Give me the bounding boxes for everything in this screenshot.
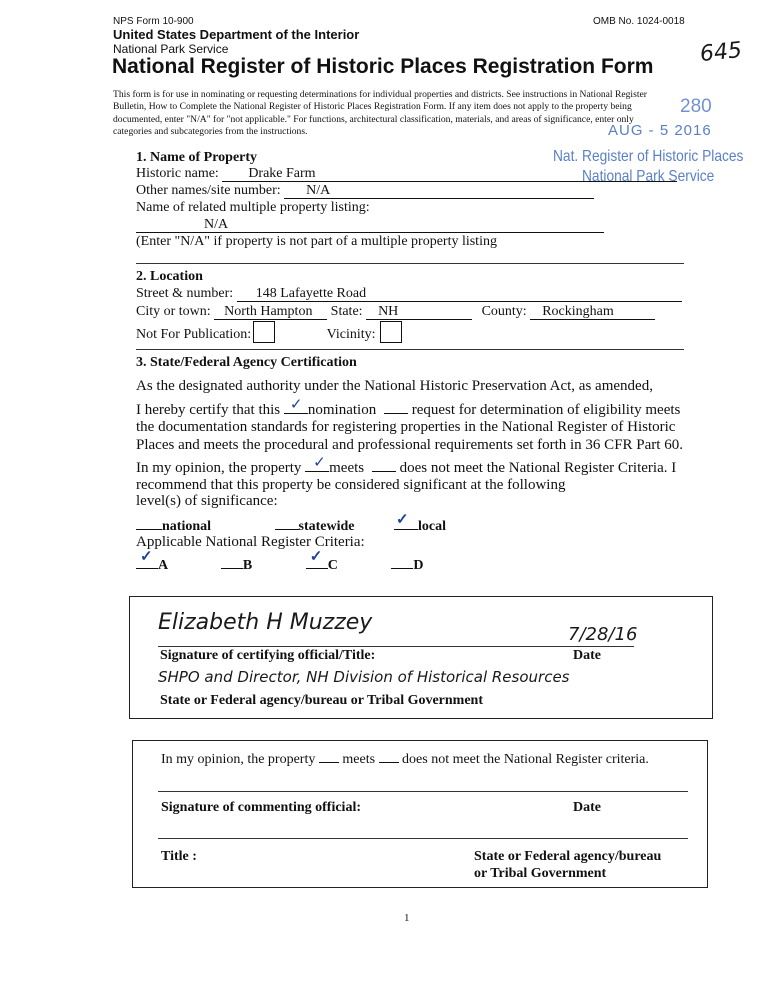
- comment-signature-label: Signature of commenting official:: [161, 800, 361, 815]
- criterion-b: B: [242, 558, 253, 573]
- historic-name-label: Historic name:: [136, 166, 219, 181]
- city-row: [136, 304, 655, 320]
- street-value: 148 Lafayette Road: [237, 286, 682, 302]
- other-names-row: [136, 183, 594, 199]
- significance-levels: national statewide ✓ local: [136, 517, 446, 535]
- criterion-c-check[interactable]: ✓: [309, 549, 323, 565]
- certifying-date-value: 7/28/16: [568, 624, 638, 645]
- criterion-d-blank[interactable]: [391, 556, 413, 569]
- comment-signature-line: [158, 791, 688, 792]
- comment-date-label: Date: [573, 800, 601, 815]
- county-value: Rockingham: [530, 304, 655, 320]
- comment-opinion-line: In my opinion, the property meets does not meet the National Register criteria.: [161, 752, 649, 767]
- certify-line-3: Places and meets the procedural and professional requirements set forth in 36 CFR Part 60.: [136, 437, 683, 453]
- comment-not-meet-blank[interactable]: [379, 750, 399, 763]
- service-name: National Park Service: [113, 42, 229, 56]
- level-line: level(s) of significance:: [136, 493, 278, 509]
- certify-line-2: the documentation standards for registering properties in the National Register of Historic: [136, 419, 676, 435]
- comment-meets-blank[interactable]: [319, 750, 339, 763]
- street-label: Street & number:: [136, 286, 234, 301]
- city-label: City or town:: [136, 304, 211, 319]
- criterion-a: A: [158, 558, 168, 573]
- stamp-number: 280: [680, 96, 712, 117]
- criterion-c: C: [327, 558, 338, 573]
- state-value: NH: [366, 304, 472, 320]
- does-not-meet-blank[interactable]: [372, 459, 396, 472]
- county-label: County:: [481, 304, 527, 319]
- meets-check[interactable]: ✓: [313, 455, 326, 471]
- related-listing-row: [136, 217, 604, 233]
- criterion-d: D: [413, 558, 424, 573]
- agency-value: SHPO and Director, NH Division of Historical Resources: [158, 668, 570, 686]
- comment-agency-label-2: or Tribal Government: [474, 866, 607, 881]
- page-number: 1: [404, 912, 410, 924]
- stamp-register: Nat. Register of Historic Places: [553, 148, 744, 165]
- department-name: United States Department of the Interior: [113, 27, 360, 42]
- criteria-label: Applicable National Register Criteria:: [136, 534, 365, 550]
- signature-official-label: Signature of certifying official/Title:: [160, 648, 376, 663]
- comment-agency-label-1: State or Federal agency/bureau: [474, 849, 662, 864]
- intro-text: This form is for use in nominating or requesting determinations for individual properties and districts. See instructions in National Register Bulletin, How to Complete the National Register of Historic Places Registration Form. If any item does not apply to the property being documented, enter "N/A" for "not applicable." For functions, architectural classification, materials, and areas of significance, enter only categories and subcategories from the instructions.: [113, 89, 647, 137]
- other-names-label: Other names/site number:: [136, 183, 281, 198]
- related-listing-value: N/A: [136, 217, 604, 233]
- request-blank[interactable]: [384, 401, 408, 414]
- stamp-park-service: National Park Service: [582, 168, 715, 185]
- comment-title-label: Title :: [161, 849, 197, 864]
- publication-row: [136, 321, 402, 343]
- authority-text: As the designated authority under the National Historic Preservation Act, as amended,: [136, 378, 653, 394]
- criteria-row: [136, 549, 424, 574]
- section3-heading: 3. State/Federal Agency Certification: [136, 355, 357, 370]
- section2-heading: 2. Location: [136, 269, 203, 284]
- street-row: [136, 286, 682, 302]
- recommend-line: recommend that this property be considered significant at the following: [136, 477, 566, 493]
- historic-name-row: [136, 166, 677, 182]
- section-divider: [136, 263, 684, 264]
- publication-label: Not For Publication:: [136, 327, 252, 342]
- statewide-blank[interactable]: [275, 517, 299, 530]
- certifying-date-label: Date: [573, 648, 601, 663]
- opinion-line: In my opinion, the property ✓ meets does not meet the National Register Criteria. I: [136, 455, 677, 476]
- signature-line: [158, 646, 634, 647]
- agency-label: State or Federal agency/bureau or Tribal Government: [160, 693, 484, 708]
- national-blank[interactable]: [136, 517, 162, 530]
- other-names-value: N/A: [284, 183, 594, 199]
- stamp-date: AUG - 5 2016: [608, 122, 712, 139]
- vicinity-checkbox[interactable]: [380, 321, 402, 343]
- section1-heading: 1. Name of Property: [136, 150, 258, 165]
- nomination-check[interactable]: ✓: [289, 397, 303, 413]
- certify-line-1: I hereby certify that this ✓ nomination request for determination of eligibility meets: [136, 397, 681, 418]
- section-divider: [136, 349, 684, 350]
- form-title: National Register of Historic Places Registration Form: [112, 55, 654, 78]
- certifying-signature: Elizabeth H Muzzey: [158, 610, 373, 635]
- comment-title-line: [158, 838, 688, 839]
- city-value: North Hampton: [214, 304, 327, 320]
- publication-checkbox[interactable]: [253, 321, 275, 343]
- form-number: NPS Form 10-900: [113, 16, 194, 27]
- vicinity-label: Vicinity:: [326, 327, 376, 342]
- historic-name-value: Drake Farm: [222, 166, 677, 182]
- related-listing-note: (Enter "N/A" if property is not part of a multiple property listing: [136, 234, 497, 249]
- criterion-b-blank[interactable]: [221, 556, 243, 569]
- related-listing-label: Name of related multiple property listing:: [136, 200, 370, 215]
- criterion-a-check[interactable]: ✓: [140, 549, 153, 565]
- handwritten-number: 645: [698, 37, 744, 68]
- state-label: State:: [330, 304, 363, 319]
- omb-number: OMB No. 1024-0018: [593, 16, 685, 27]
- local-check[interactable]: ✓: [396, 512, 409, 528]
